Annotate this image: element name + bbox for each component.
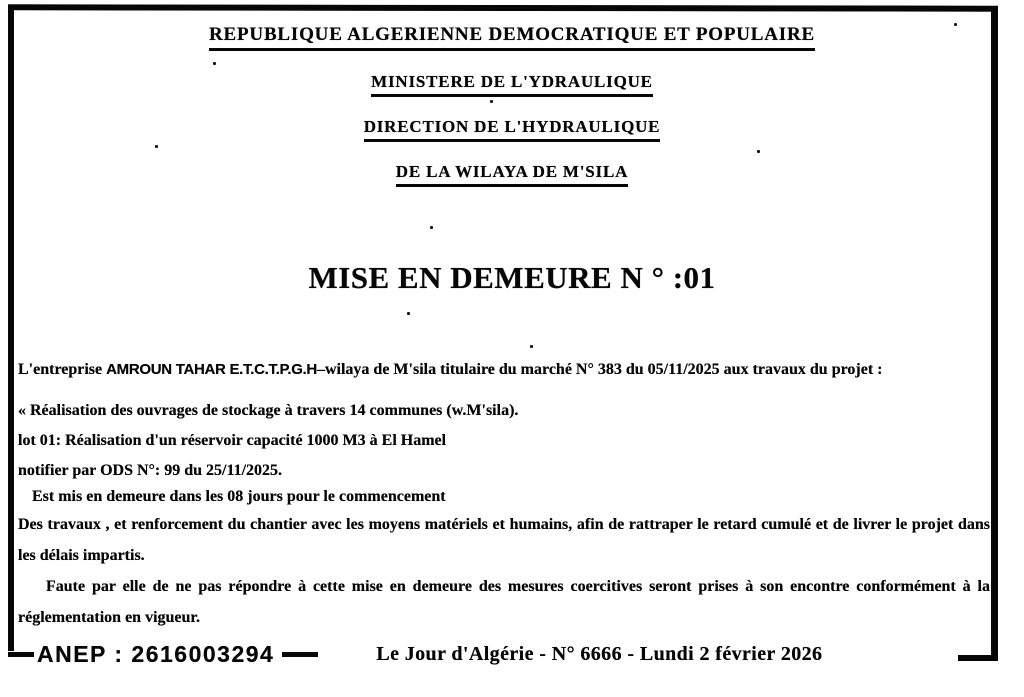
frame-border-right <box>991 8 998 660</box>
journal-imprint: Le Jour d'Algérie - N° 6666 - Lundi 2 février 2026 <box>376 643 823 665</box>
header-wilaya-text: DE LA WILAYA DE M'SILA <box>396 162 628 187</box>
footer-left-dash <box>8 652 34 657</box>
frame-border-top <box>8 4 998 11</box>
header-ministry-text: MINISTERE DE L'YDRAULIQUE <box>371 72 653 97</box>
page-title: MISE EN DEMEURE N ° :01 <box>308 260 716 295</box>
header-direction-text: DIRECTION DE L'HYDRAULIQUE <box>364 117 661 142</box>
intro-suffix: –wilaya de M'sila titulaire du marché N° 383 du 05/11/2025 aux travaux du projet : <box>316 361 883 378</box>
header-ministry-line <box>0 72 1024 97</box>
scan-speck <box>430 226 433 229</box>
scan-speck <box>155 145 158 148</box>
warning-paragraph: Faute par elle de ne pas répondre à cette mise en demeure des mesures coercitives seront prises à son encontre conformément à la réglementation en vigueur. <box>18 578 990 626</box>
header-republic-text: REPUBLIQUE ALGERIENNE DEMOCRATIQUE ET POPULAIRE <box>209 24 815 51</box>
ods-line: notifier par ODS N°: 99 du 25/11/2025. <box>18 462 283 479</box>
project-title-line: « Réalisation des ouvrages de stockage à travers 14 communes (w.M'sila). <box>18 402 519 419</box>
scan-speck <box>530 345 533 348</box>
anep-reference: ANEP : 2616003294 <box>37 641 275 667</box>
company-name: AMROUN TAHAR E.T.C.T.P.G.H <box>106 361 317 378</box>
header-republic-line <box>0 24 1024 51</box>
works-paragraph: Des travaux , et renforcement du chantier avec les moyens matériels et humains, afin de rattraper le retard cumulé et de livrer le projet dans les délais impartis. <box>18 516 990 564</box>
header-direction-line <box>0 117 1024 142</box>
footer <box>8 641 998 668</box>
scan-speck <box>757 150 760 153</box>
header-wilaya-line <box>0 162 1024 187</box>
intro-prefix: L'entreprise <box>18 361 107 378</box>
scan-speck <box>213 62 216 65</box>
scan-speck <box>954 23 957 26</box>
scan-speck <box>490 100 493 103</box>
scan-speck <box>407 312 410 315</box>
intro-line <box>18 360 990 380</box>
lot-line: lot 01: Réalisation d'un réservoir capacité 1000 M3 à El Hamel <box>18 432 447 449</box>
frame-border-left <box>8 5 14 651</box>
footer-right-dash <box>282 652 318 657</box>
demeure-line: Est mis en demeure dans les 08 jours pour le commencement <box>32 488 446 505</box>
